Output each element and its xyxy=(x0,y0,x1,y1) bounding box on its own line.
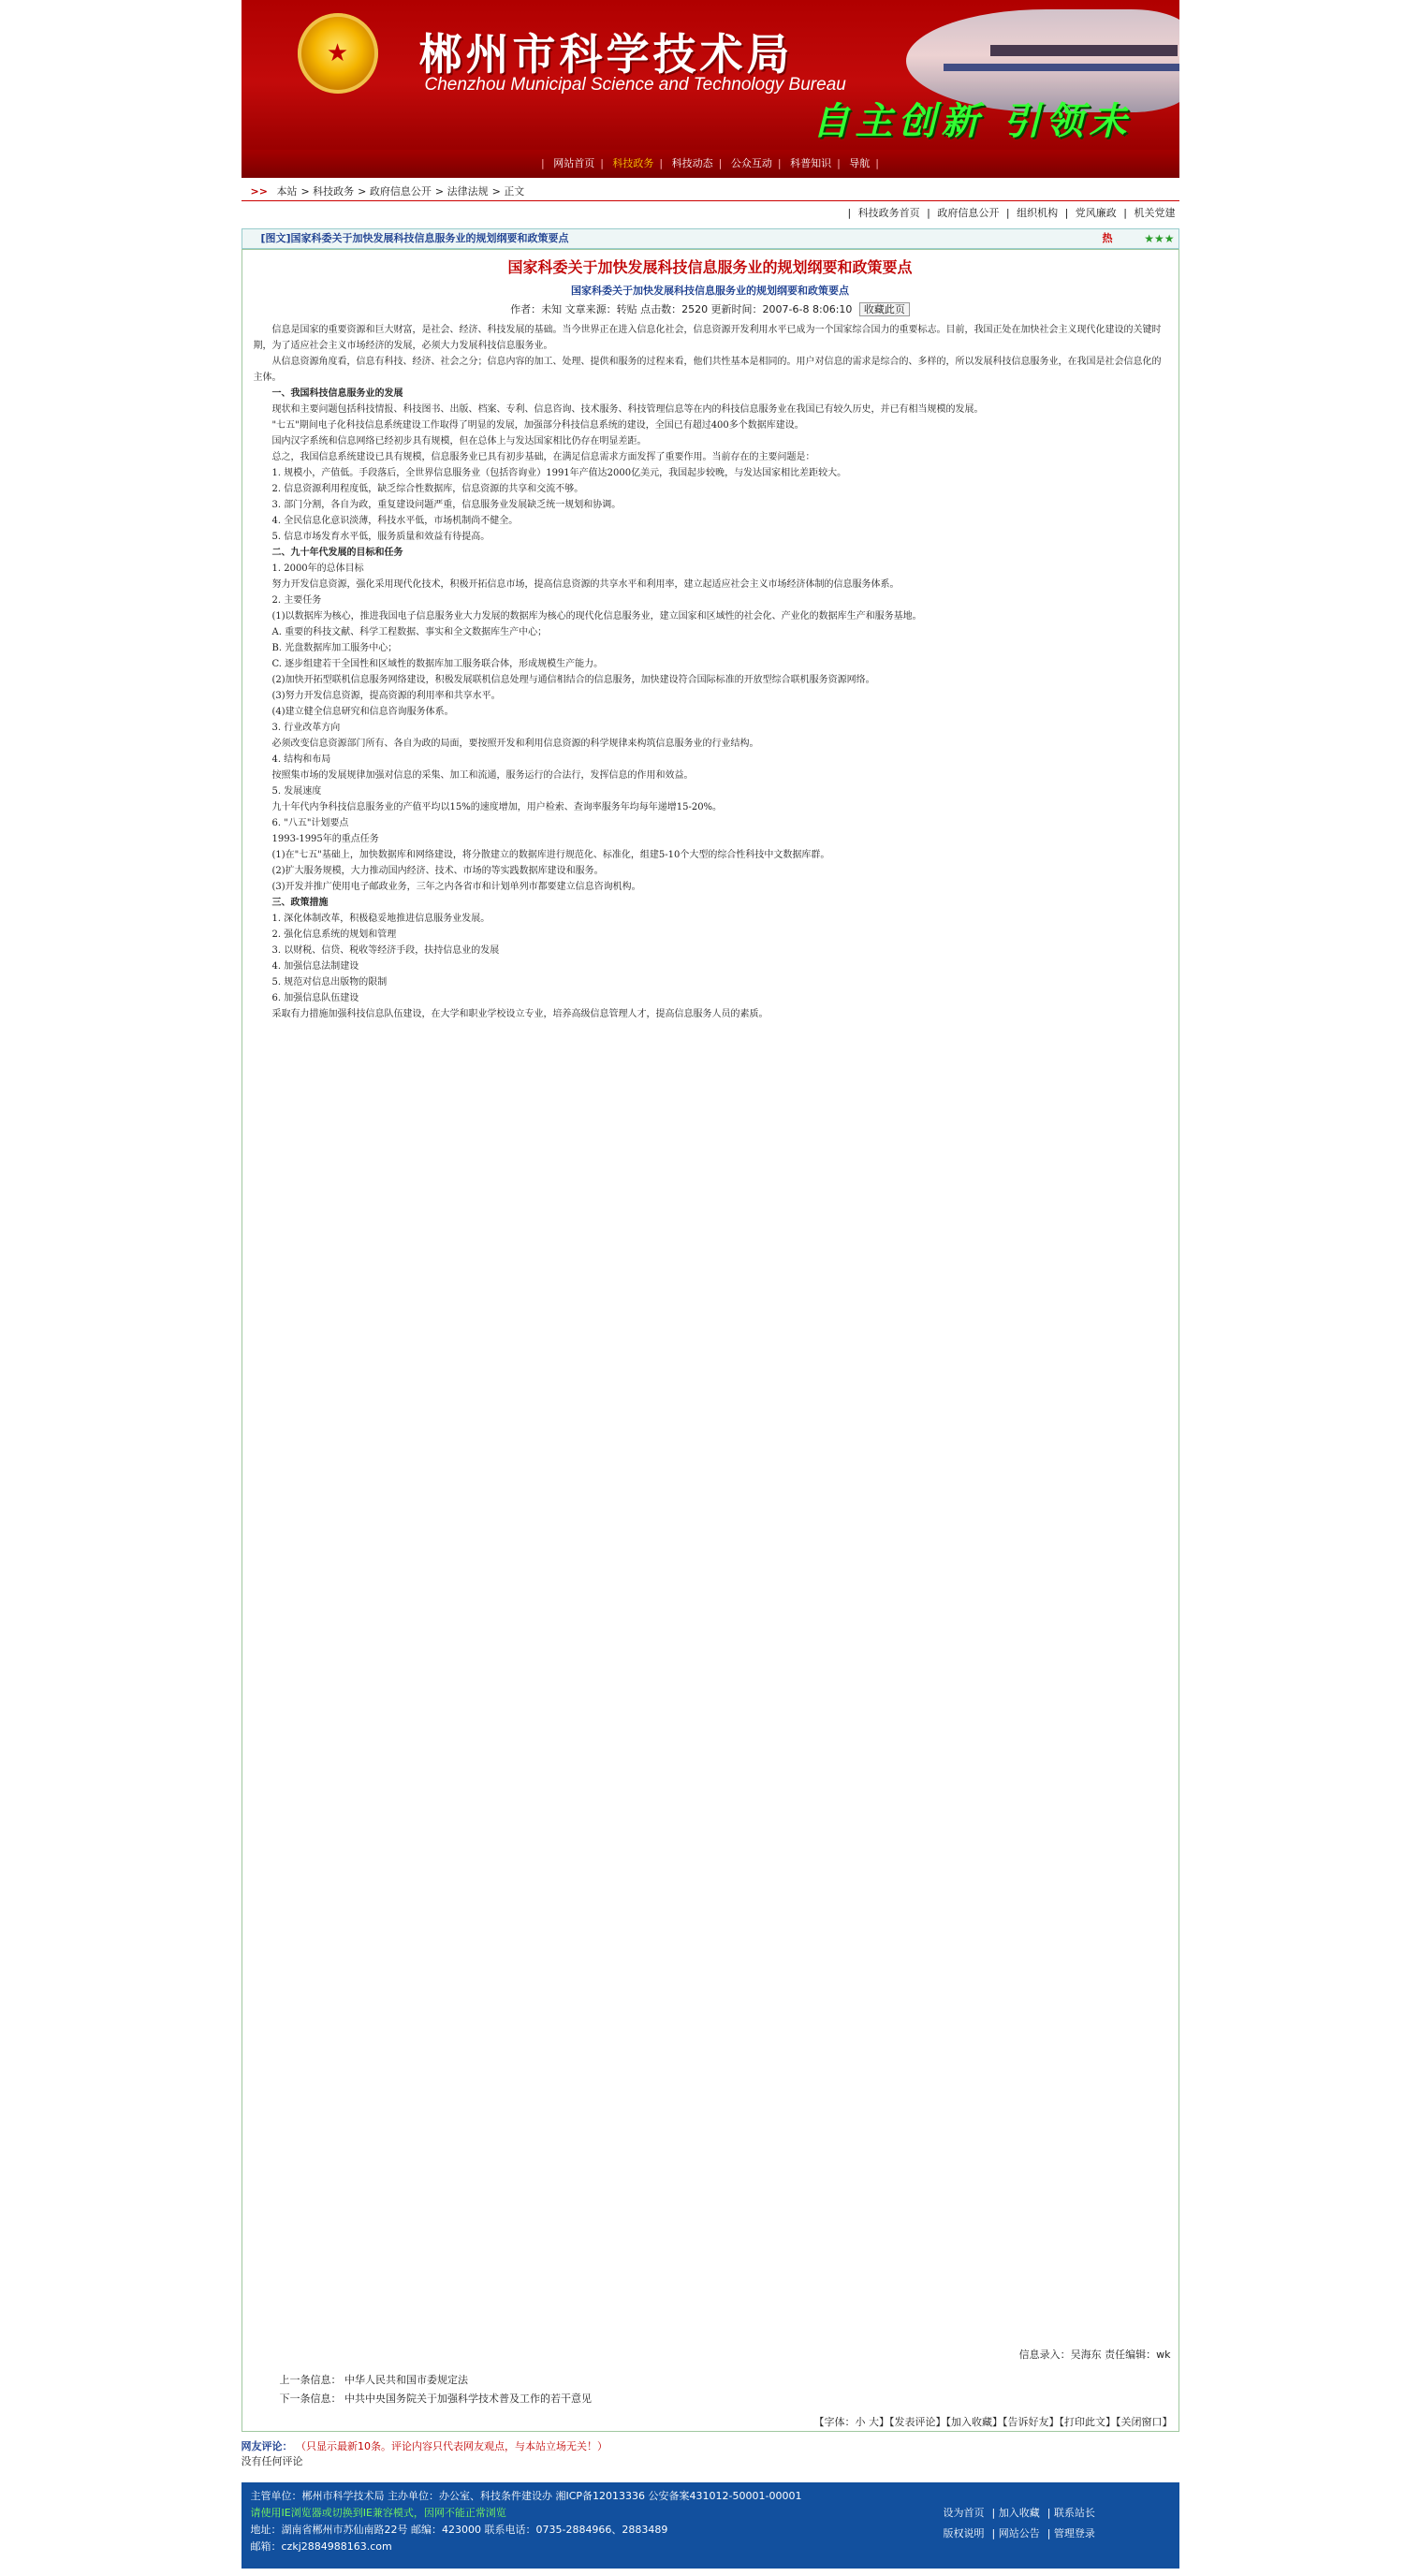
article-paragraph: C. 逐步组建若干全国性和区域性的数据库加工服务联合体，形成规模生产能力。 xyxy=(271,659,604,669)
footer-link[interactable]: 管理登录 xyxy=(1053,2527,1095,2539)
double-arrow-icon: >> xyxy=(250,185,268,198)
article-paragraph: B. 光盘数据库加工服务中心； xyxy=(271,643,398,653)
article-paragraph: 九十年代内争科技信息服务业的产值平均以15%的速度增加，用户检索、查询率服务年均每年递增15-20%。 xyxy=(271,802,723,812)
article-paragraph: 信息是国家的重要资源和巨大财富，是社会、经济、科技发展的基础。当今世界正在进入信息化社会，信息资源开发利用水平已成为一个国家综合国力的重要标志。目前，我国正处在加快社会主义现代化建设的关键时期，为了适应社会主义市场经济的发展，必须大力发展科技信息服务业。 xyxy=(253,325,1162,351)
article-section-heading: 二、九十年代发展的目标和任务 xyxy=(271,548,403,558)
article-paragraph: 3. 部门分割，各自为政，重复建设问题严重，信息服务业发展缺乏统一规划和协调。 xyxy=(271,500,622,510)
article-paragraph: 3. 以财税、信贷、税收等经济手段，扶持信息业的发展 xyxy=(271,945,500,956)
breadcrumb: >> 本站 > 科技政务 > 政府信息公开 > 法律法规 > 正文 xyxy=(242,183,1179,201)
article-bar-title: [图文]国家科委关于加快发展科技信息服务业的规划纲要和政策要点 xyxy=(260,232,569,244)
article-paragraph: 采取有力措施加强科技信息队伍建设，在大学和职业学校设立专业，培养高级信息管理人才，提高信息服务人员的素质。 xyxy=(271,1009,769,1019)
article-paragraph: 4. 结构和布局 xyxy=(271,754,331,765)
subnav-item[interactable]: 机关党建 xyxy=(1134,207,1176,219)
prev-article-link[interactable]: 上一条信息： 中华人民共和国市委规定法 xyxy=(279,2374,468,2386)
article-paragraph: 必须改变信息资源部门所有、各自为政的局面，要按照开发和利用信息资源的科学规律来构筑信息服务业的行业结构。 xyxy=(271,739,759,749)
footer-link[interactable]: 设为首页 xyxy=(943,2507,985,2519)
site-banner xyxy=(242,0,1179,150)
footer-notice: 请使用IE浏览器或切换到IE兼容模式，因网不能正常浏览 xyxy=(250,2507,506,2519)
footer-link[interactable]: 联系站长 xyxy=(1053,2507,1095,2519)
article-paragraph: 5. 规范对信息出版物的限制 xyxy=(271,977,388,988)
nav-item-home[interactable]: 网站首页 xyxy=(553,157,595,169)
article-section-heading: 一、我国科技信息服务业的发展 xyxy=(271,388,403,399)
site-subtitle: Chenzhou Municipal Science and Technology Bureau xyxy=(424,75,846,95)
next-article-link[interactable]: 下一条信息： 中共中央国务院关于加强科学技术普及工作的若干意见 xyxy=(279,2393,592,2405)
footer-line: 主管单位：郴州市科学技术局 主办单位：办公室、科技条件建设办 湘ICP备12013336 公安备案431012-50001-00001 xyxy=(250,2490,802,2502)
article-paragraph: 1993-1995年的重点任务 xyxy=(271,834,379,844)
comments-empty: 没有任何评论 xyxy=(241,2455,303,2467)
subnav-item[interactable]: 政府信息公开 xyxy=(937,207,1000,219)
nav-item-interact[interactable]: 公众互动 xyxy=(730,157,772,169)
footer-info xyxy=(251,2488,802,2555)
article-subtitle: 国家科委关于加快发展科技信息服务业的规划纲要和政策要点 xyxy=(571,285,849,297)
nav-item-news[interactable]: 科技动态 xyxy=(671,157,713,169)
nav-item-popsci[interactable]: 科普知识 xyxy=(790,157,832,169)
footer-link[interactable]: 网站公告 xyxy=(998,2527,1040,2539)
article-paragraph: 1. 深化体制改革，积极稳妥地推进信息服务业发展。 xyxy=(271,914,490,924)
article-section-heading: 三、政策措施 xyxy=(271,898,329,908)
article-title: 国家科委关于加快发展科技信息服务业的规划纲要和政策要点 xyxy=(507,258,913,276)
article-paragraph: (3)努力开发信息资源，提高资源的利用率和共享水平。 xyxy=(271,691,501,701)
article-paragraph: (3)开发并推广使用电子邮政业务，三年之内各省市和计划单列市都要建立信息咨询机构。 xyxy=(271,882,641,892)
article-tools[interactable]: 【字体：小 大】【发表评论】【加入收藏】【告诉好友】【打印此文】【关闭窗口】 xyxy=(813,2416,1173,2428)
article-signature: 信息录入：吴海东 责任编辑：wk xyxy=(1018,2349,1171,2361)
article-paragraph: 按照集市场的发展规律加强对信息的采集、加工和流通，服务运行的合法行，发挥信息的作用和效益。 xyxy=(271,770,694,781)
article-body xyxy=(254,322,1167,1022)
article-paragraph: "七五"期间电子化科技信息系统建设工作取得了明显的发展，加强部分科技信息系统的建设，全国已有超过400多个数据库建设。 xyxy=(271,420,804,431)
article-title-bar xyxy=(242,228,1179,249)
breadcrumb-item[interactable]: 本站 xyxy=(276,185,298,198)
article-paragraph: (4)建立健全信息研究和信息咨询服务体系。 xyxy=(271,707,454,717)
article-container xyxy=(242,249,1179,2432)
comments-heading: 网友评论： xyxy=(241,2440,293,2452)
article-paragraph: (2)加快开拓型联机信息服务网络建设，积极发展联机信息处理与通信相结合的信息服务，加快建设符合国际标准的开放型综合联机服务资源网络。 xyxy=(271,675,875,685)
article-paragraph: 6. "八五"计划要点 xyxy=(271,818,349,828)
prev-next-links xyxy=(280,2371,593,2408)
national-emblem-icon: ★ xyxy=(298,13,378,94)
comments-note: （只显示最新10条。评论内容只代表网友观点，与本站立场无关！） xyxy=(296,2440,608,2452)
article-paragraph: 国内汉字系统和信息网络已经初步具有规模，但在总体上与发达国家相比仍存在明显差距。 xyxy=(271,436,647,446)
footer-links: 设为首页 | 加入收藏 | 联系站长 版权说明 | 网站公告 | 管理登录 xyxy=(943,2507,1095,2539)
hot-badge: 热 xyxy=(1102,232,1113,244)
article-paragraph: 总之，我国信息系统建设已具有规模，信息服务业已具有初步基础，在满足信息需求方面发挥了重要作用。当前存在的主要问题是： xyxy=(271,452,815,462)
rating-stars: ★★★ xyxy=(1144,232,1175,245)
article-paragraph: 4. 加强信息法制建设 xyxy=(271,961,359,972)
footer-link[interactable]: 加入收藏 xyxy=(998,2507,1040,2519)
footer-link[interactable]: 版权说明 xyxy=(943,2527,985,2539)
article-paragraph: 2. 信息资源利用程度低，缺乏综合性数据库，信息资源的共享和交流不够。 xyxy=(271,484,584,494)
site-title: 郴州市科学技术局 xyxy=(418,29,794,80)
footer-line: 邮箱：czkj2884988163.com xyxy=(250,2540,392,2553)
article-meta xyxy=(242,301,1178,316)
breadcrumb-item[interactable]: 政府信息公开 xyxy=(369,185,432,198)
breadcrumb-item[interactable]: 法律法规 xyxy=(446,185,489,198)
site-slogan: 自主创新 引领未 xyxy=(812,100,1133,143)
article-meta-text: 作者：未知 文章来源：转贴 点击数：2520 更新时间：2007-6-8 8:06:10 xyxy=(510,303,853,315)
article-paragraph: (1)在"七五"基础上，加快数据库和网络建设，将分散建立的数据库进行规范化、标准化，组建5-10个大型的综合性科技中文数据库群。 xyxy=(271,850,830,860)
article-paragraph: 5. 信息市场发育水平低，服务质量和效益有待提高。 xyxy=(271,532,490,542)
nav-item-guide[interactable]: 导航 xyxy=(849,157,871,169)
article-paragraph: 努力开发信息资源，强化采用现代化技术，积极开拓信息市场，提高信息资源的共享水平和利用率，建立起适应社会主义市场经济体制的信息服务体系。 xyxy=(271,579,900,590)
article-paragraph: 从信息资源角度看，信息有科技、经济、社会之分；信息内容的加工、处理、提供和服务的过程来看，他们共性基本是相同的。用户对信息的需求是综合的、多样的，所以发展科技信息服务业，在我国是社会信息化的主体。 xyxy=(253,357,1162,383)
article-paragraph: (2)扩大服务规模，大力推动国内经济、技术、市场的等实践数据库建设和服务。 xyxy=(271,866,604,876)
breadcrumb-item[interactable]: 科技政务 xyxy=(313,185,355,198)
article-paragraph: 1. 2000年的总体目标 xyxy=(271,564,364,574)
article-paragraph: 1. 规模小，产值低。手段落后，全世界信息服务业（包括咨询业）1991年产值达2000亿美元，我国起步较晚，与发达国家相比差距较大。 xyxy=(271,468,847,478)
article-paragraph: 5. 发展速度 xyxy=(271,786,322,797)
nav-item-gov[interactable]: 科技政务 xyxy=(612,157,654,169)
article-paragraph: A. 重要的科技文献、科学工程数据、事实和全文数据库生产中心； xyxy=(271,627,548,637)
article-paragraph: 4. 全民信息化意识淡薄，科技水平低，市场机制尚不健全。 xyxy=(271,516,519,526)
article-paragraph: 6. 加强信息队伍建设 xyxy=(271,993,359,1003)
subnav-item[interactable]: 党风廉政 xyxy=(1075,207,1117,219)
article-paragraph: (1)以数据库为核心，推进我国电子信息服务业大力发展的数据库为核心的现代化信息服务业，建立国家和区域性的社会化、产业化的数据库生产和服务基地。 xyxy=(271,611,922,622)
main-nav: | 网站首页 | 科技政务 | 科技动态 | 公众互动 | 科普知识 | 导航 | xyxy=(242,150,1179,178)
favorite-button[interactable]: 收藏此页 xyxy=(859,302,910,316)
subnav-item[interactable]: 科技政务首页 xyxy=(857,207,920,219)
article-paragraph: 2. 强化信息系统的规划和管理 xyxy=(271,929,397,940)
breadcrumb-item: 正文 xyxy=(504,185,525,198)
article-paragraph: 3. 行业改革方向 xyxy=(271,723,341,733)
page-wrapper xyxy=(242,0,1179,2576)
article-paragraph: 现状和主要问题包括科技情报、科技图书、出版、档案、专利、信息咨询、技术服务、科技管理信息等在内的科技信息服务业在我国已有较久历史，并已有相当规模的发展。 xyxy=(271,404,984,415)
site-footer xyxy=(242,2482,1179,2569)
comments-section xyxy=(242,2438,1178,2468)
footer-line: 地址：湖南省郴州市苏仙南路22号 邮编：423000 联系电话：0735-2884966、2883489 xyxy=(250,2524,668,2536)
article-paragraph: 2. 主要任务 xyxy=(271,595,322,606)
subnav-item[interactable]: 组织机构 xyxy=(1017,207,1059,219)
sub-nav: | 科技政务首页 | 政府信息公开 | 组织机构 | 党风廉政 | 机关党建 xyxy=(847,207,1176,219)
